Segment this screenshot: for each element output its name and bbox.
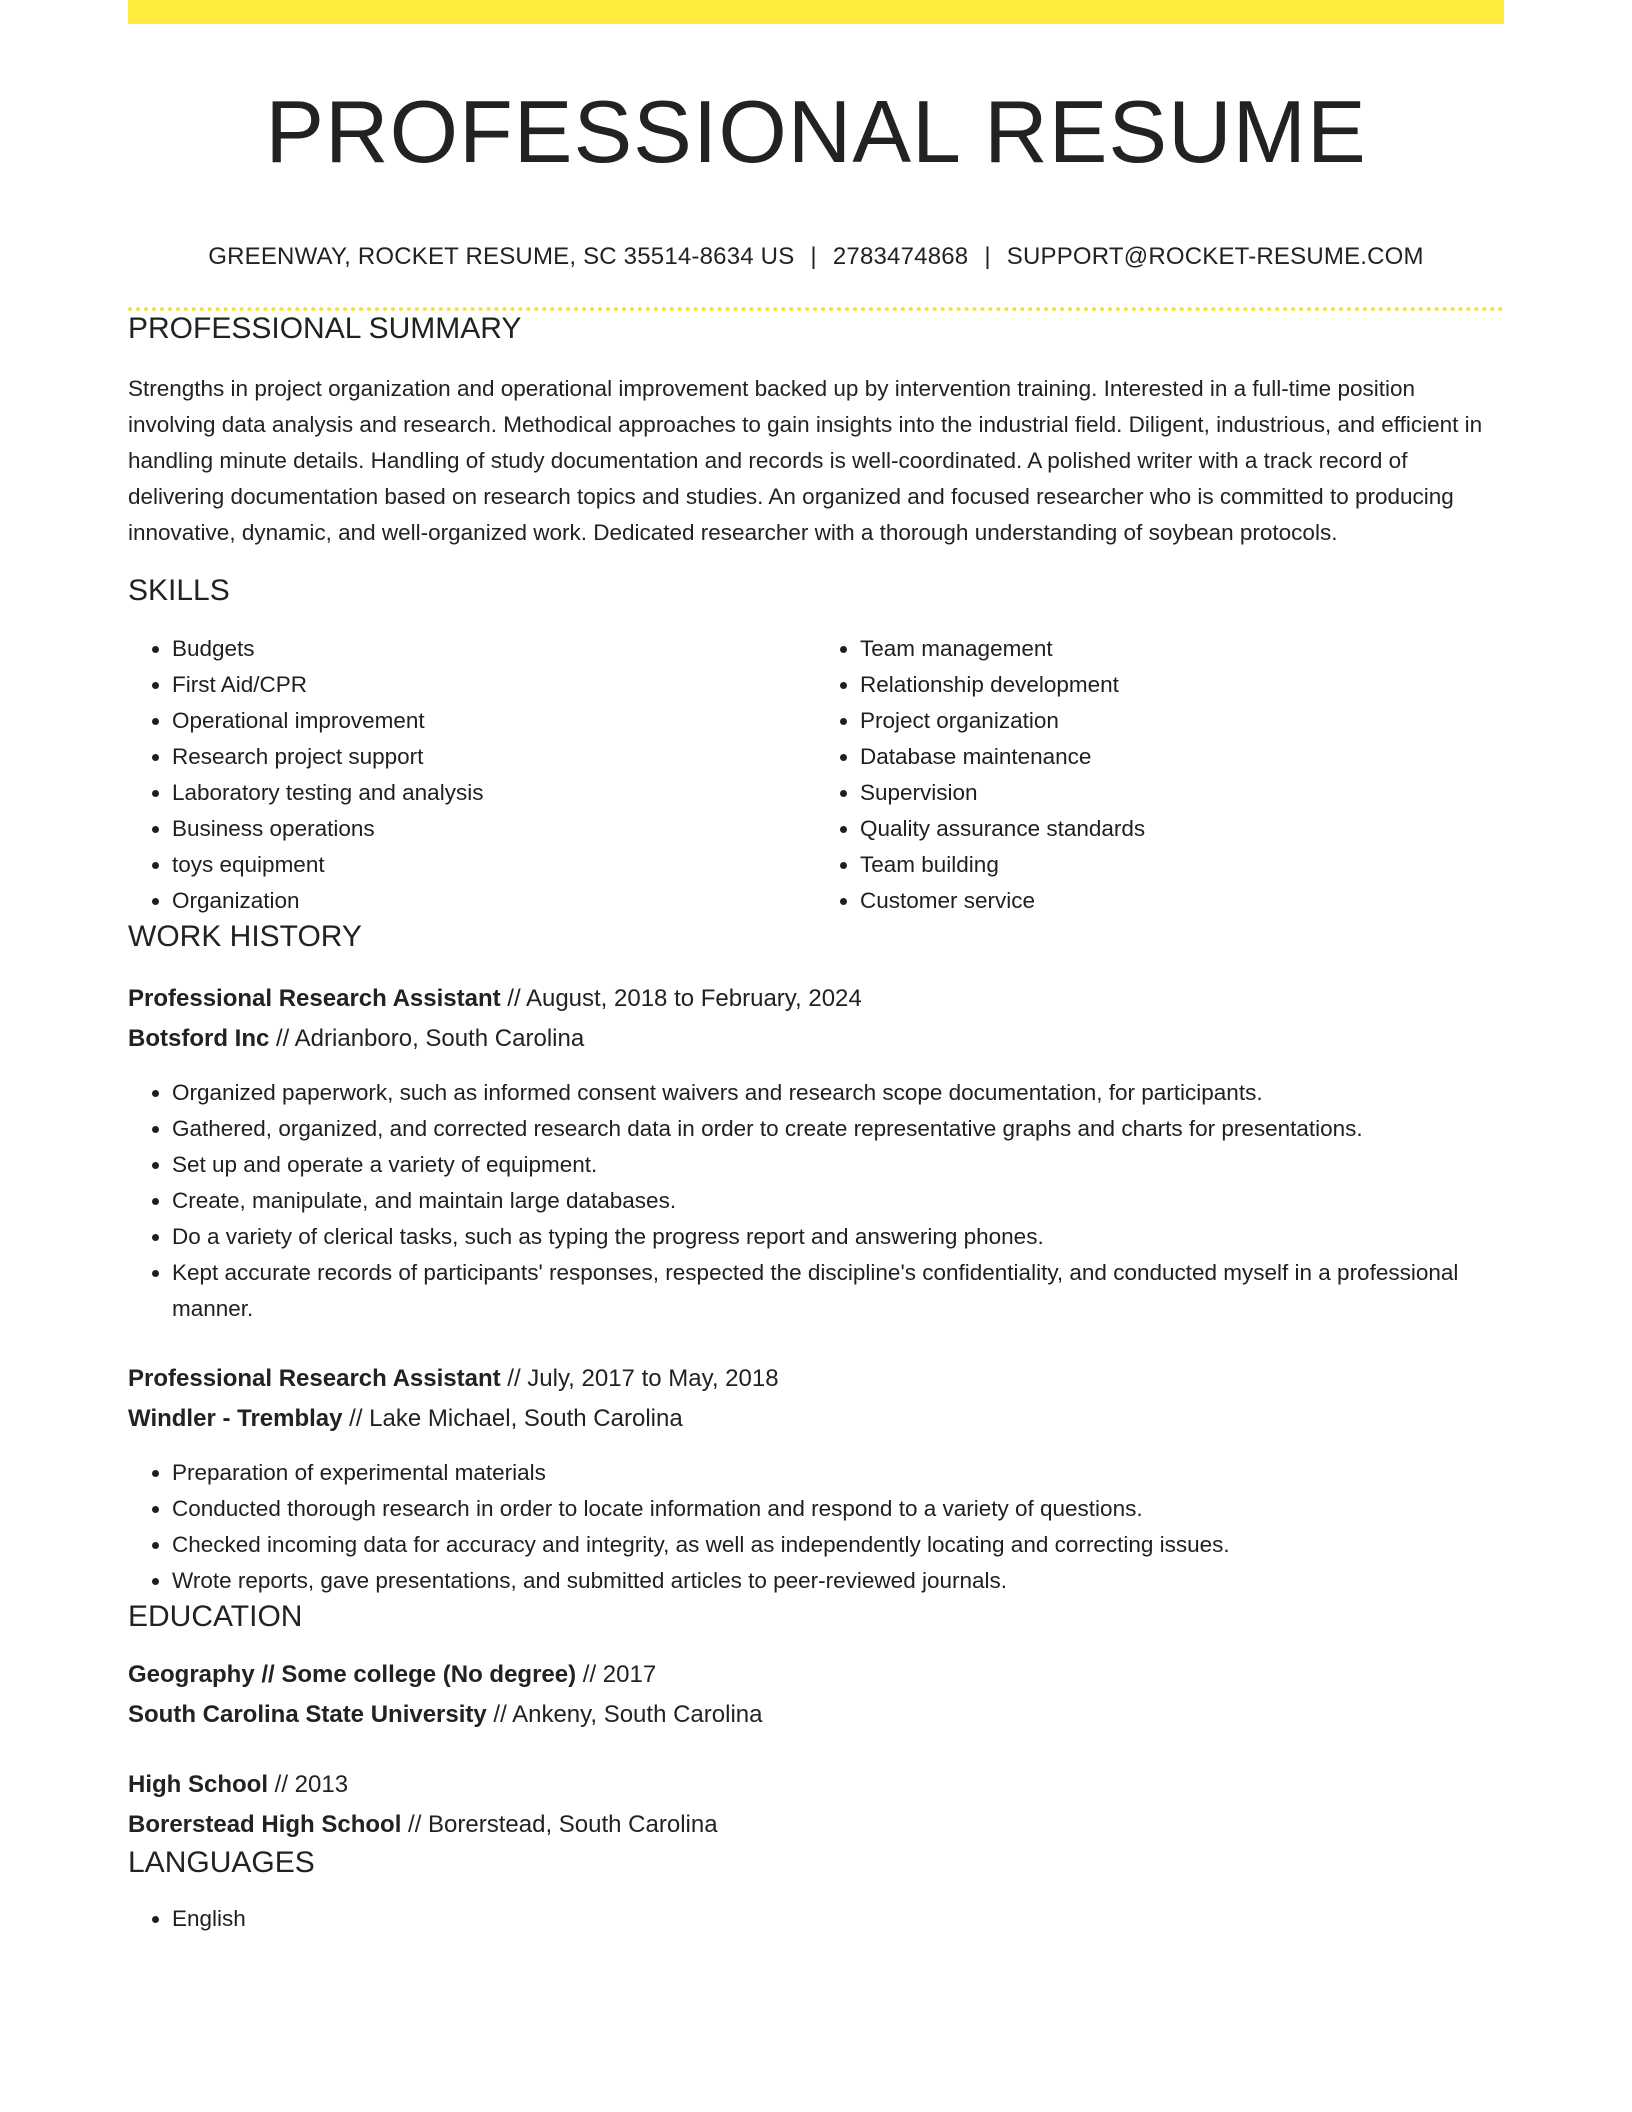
- skill-item: • First Aid/CPR: [172, 667, 816, 703]
- job-bullet: • Kept accurate records of participants' responses, respected the discipline's confidentiality, and conducted myself in a professional manner.: [172, 1255, 1504, 1327]
- job-bullet: • Set up and operate a variety of equipment.: [172, 1147, 1504, 1183]
- job-bullet: • Conducted thorough research in order to locate information and respond to a variety of questions.: [172, 1491, 1504, 1527]
- job-bullet: • Create, manipulate, and maintain large databases.: [172, 1183, 1504, 1219]
- job-bullets: [128, 1455, 1504, 1599]
- job-bullet: • Gathered, organized, and corrected research data in order to create representative graphs and charts for presentations.: [172, 1111, 1504, 1147]
- education-year: // 2013: [268, 1771, 349, 1799]
- languages-list: [128, 1901, 1504, 1937]
- education-entry: [128, 1655, 1504, 1735]
- education-school-line: [128, 1695, 1504, 1735]
- job-location: // Adrianboro, South Carolina: [269, 1025, 585, 1053]
- education-location: // Ankeny, South Carolina: [486, 1701, 763, 1729]
- education-year: // 2017: [576, 1661, 657, 1689]
- resume-page: [128, 0, 1504, 1937]
- skill-item: • Supervision: [860, 775, 1504, 811]
- job-dates: // August, 2018 to February, 2024: [500, 985, 862, 1013]
- contact-separator: |: [810, 242, 817, 270]
- job-company-line: [128, 1019, 1504, 1059]
- skills-column-left: [128, 631, 816, 919]
- skill-item: • Customer service: [860, 883, 1504, 919]
- job-bullet: • Preparation of experimental materials: [172, 1455, 1504, 1491]
- skill-item: • Organization: [172, 883, 816, 919]
- education-degree: High School: [128, 1771, 268, 1799]
- skill-item: • Budgets: [172, 631, 816, 667]
- contact-phone: 2783474868: [832, 242, 969, 270]
- job-bullet: • Wrote reports, gave presentations, and submitted articles to peer-reviewed journals.: [172, 1563, 1504, 1599]
- job-entry: [128, 1359, 1504, 1599]
- contact-email: SUPPORT@ROCKET-RESUME.COM: [1006, 242, 1424, 270]
- skill-item: • toys equipment: [172, 847, 816, 883]
- education-school: Borerstead High School: [128, 1811, 402, 1839]
- skills-column-right: [816, 631, 1504, 919]
- skills-heading: SKILLS: [128, 574, 230, 608]
- education-heading: EDUCATION: [128, 1600, 303, 1634]
- job-title-line: [128, 979, 1504, 1019]
- skill-item: • Operational improvement: [172, 703, 816, 739]
- summary-heading: PROFESSIONAL SUMMARY: [128, 311, 522, 345]
- skills-list: [128, 631, 1504, 919]
- language-item: • English: [172, 1901, 1504, 1937]
- education-degree-line: [128, 1655, 1504, 1695]
- languages-heading: LANGUAGES: [128, 1846, 315, 1880]
- job-company-line: [128, 1399, 1504, 1439]
- contact-separator: |: [984, 242, 991, 270]
- top-accent-bar: [128, 0, 1504, 24]
- skill-item: • Database maintenance: [860, 739, 1504, 775]
- education-degree: Geography // Some college (No degree): [128, 1661, 577, 1689]
- skill-item: • Project organization: [860, 703, 1504, 739]
- page-title: PROFESSIONAL RESUME: [265, 82, 1367, 181]
- job-title: Professional Research Assistant: [128, 985, 501, 1013]
- job-bullet: • Do a variety of clerical tasks, such as typing the progress report and answering phones.: [172, 1219, 1504, 1255]
- skill-item: • Business operations: [172, 811, 816, 847]
- skill-item: • Relationship development: [860, 667, 1504, 703]
- job-title-line: [128, 1359, 1504, 1399]
- skill-item: • Research project support: [172, 739, 816, 775]
- education-school: South Carolina State University: [128, 1701, 487, 1729]
- job-company: Botsford Inc: [128, 1025, 270, 1053]
- job-dates: // July, 2017 to May, 2018: [500, 1365, 779, 1393]
- job-company: Windler - Tremblay: [128, 1405, 343, 1433]
- education-location: // Borerstead, South Carolina: [401, 1811, 718, 1839]
- skill-item: • Team management: [860, 631, 1504, 667]
- job-entry: [128, 979, 1504, 1327]
- job-location: // Lake Michael, South Carolina: [342, 1405, 683, 1433]
- work-history-heading: WORK HISTORY: [128, 920, 362, 954]
- skill-item: • Team building: [860, 847, 1504, 883]
- contact-line: [128, 243, 1504, 271]
- skill-item: • Quality assurance standards: [860, 811, 1504, 847]
- education-entry: [128, 1765, 1504, 1845]
- summary-text: Strengths in project organization and operational improvement backed up by intervention training. Interested in a full-time position involving data analysis and research. Methodical approaches to gain insights into the industrial field. Diligent, industrious, and efficient in handling minute details. Handling of study documentation and records is well-coordinated. A polished writer with a track record of delivering documentation based on research topics and studies. An organized and focused researcher who is committed to producing innovative, dynamic, and well-organized work. Dedicated researcher with a thorough understanding of soybean protocols.: [128, 375, 1483, 545]
- job-bullet: • Checked incoming data for accuracy and integrity, as well as independently locating and correcting issues.: [172, 1527, 1504, 1563]
- job-bullets: [128, 1075, 1504, 1327]
- contact-address: GREENWAY, ROCKET RESUME, SC 35514-8634 US: [208, 242, 795, 270]
- education-degree-line: [128, 1765, 1504, 1805]
- skill-item: • Laboratory testing and analysis: [172, 775, 816, 811]
- job-bullet: • Organized paperwork, such as informed consent waivers and research scope documentation, for participants.: [172, 1075, 1504, 1111]
- education-school-line: [128, 1805, 1504, 1845]
- job-title: Professional Research Assistant: [128, 1365, 501, 1393]
